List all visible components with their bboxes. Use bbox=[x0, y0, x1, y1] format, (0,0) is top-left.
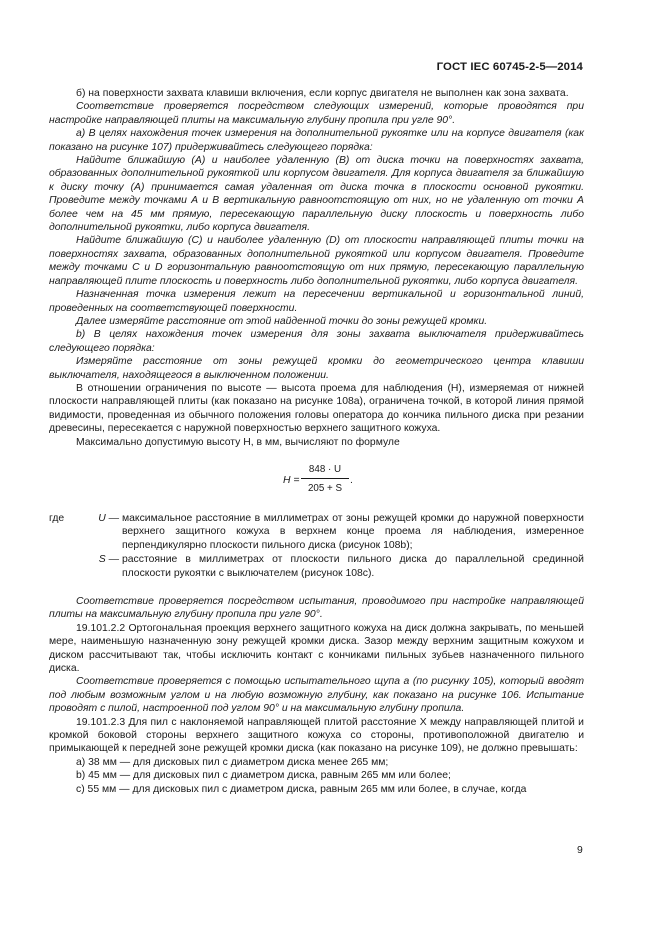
page-number: 9 bbox=[577, 845, 583, 856]
legend-row-u bbox=[49, 512, 584, 552]
legend-row-s bbox=[49, 553, 584, 580]
height-formula bbox=[49, 463, 584, 497]
legend-symbol-s: S — bbox=[98, 554, 119, 566]
formula-fraction bbox=[301, 463, 349, 496]
legend-text-u: максимальное расстояние в миллиметрах от зоны режущей кромки до наружной поверхности верхнего защитного кожуха в верхнем конце проема ля наблюдения, измеренное перпендикулярно плоскости пильного диска (рисунок 108b); bbox=[122, 512, 584, 551]
formula-numerator: 848 · U bbox=[301, 463, 349, 479]
paragraph-height-limit: В отношении ограничения по высоте — высота проема для наблюдения (Н), измеряемая от нижней плоскости направляющей плиты (как показано на рисунке 108а), ограничена точкой, в которой линия прямой видимости, проведенная из обычного положения головы оператора до кончика пильного диска при резании древесины, пересекается с наружной поверхностью верхнего защитного кожуха. bbox=[49, 382, 584, 435]
list-item-b: b) 45 мм — для дисковых пил с диаметром диска, равным 265 мм или более; bbox=[76, 770, 451, 782]
paragraph-find-points-cd: Найдите ближайшую (С) и наиболее удаленную (D) от плоскости направляющей плиты точки на поверхностях захвата, образованных дополнительной рукояткой или корпусом двигателя. Проведите между точками С и D горизонтальную равноотстоящую от них прямую, пересекающую параллельную направляющей плите плоскость и поверхность либо дополнительной рукоятки, либо корпуса двигателя. bbox=[49, 235, 584, 287]
formula-lhs: H = bbox=[283, 474, 300, 486]
paragraph-find-points-ab: Найдите ближайшую (А) и наиболее удаленную (В) от диска точки на поверхностях захвата, образованных дополнительной рукояткой или корпусом двигателя. Для корпуса двигателя за ближайшую к диску точку (А) принимается самая удаленная от диска точка в плоскости основной рукоятки. Проведите между точками А и В вертикальную равноотстоящую от них, но не удаленную от точки А более чем на 45 мм прямую, пересекающую параллельную диску плоскость и поверхность либо дополнительной рукоятки, либо корпуса двигателя. bbox=[49, 155, 584, 234]
list-item-c: с) 55 мм — для дисковых пил с диаметром диска, равным 265 мм или более, в случае, когда bbox=[76, 783, 527, 795]
paragraph-b-switch-procedure: b) В целях нахождения точек измерения для зоны захвата выключателя придерживайтесь следующего порядка: bbox=[49, 329, 584, 354]
paragraph-measurement-point: Назначенная точка измерения лежит на пересечении вертикальной и горизонтальной линий, проведенных на соответствующей поверхности. bbox=[49, 289, 584, 314]
paragraph-formula-intro: Максимально допустимую высоту Н, в мм, вычисляют по формуле bbox=[76, 436, 400, 448]
paragraph-switch-center: Измеряйте расстояние от зоны режущей кромки до геометрического центра клавиши выключателя, находящегося в выключенном положении. bbox=[49, 356, 584, 381]
legend-text-s: расстояние в миллиметрах от плоскости пильного диска до параллельной срединной плоскости рукоятки с выключателем (рисунок 108с). bbox=[122, 554, 584, 579]
list-item-a: а) 38 мм — для дисковых пил с диаметром диска менее 265 мм; bbox=[76, 756, 389, 768]
legend-symbol-u: U — bbox=[98, 512, 119, 524]
paragraph-probe-test: Соответствие проверяется с помощью испытательного щупа а (по рисунку 105), который вводят под любым возможным углом и на любую возможную глубину, как показано на рисунке 106. Испытание проводят с пилой, настроенной под углом 90° и на максимальную глубину пропила. bbox=[49, 676, 584, 715]
paragraph-b-surface: б) на поверхности захвата клавиши включения, если корпус двигателя не выполнен как зона захвата. bbox=[76, 88, 569, 99]
paragraph-19-101-2-3: 19.101.2.3 Для пил с наклоняемой направляющей плитой расстояние Х между направляющей плитой и кромкой боковой стороны верхнего защитного кожуха со стороны, противоположной двигателю и примыкающей к передней зоне режущей кромки диска (как показано на рисунке 109), не должно превышать: bbox=[49, 716, 584, 755]
formula-trail: . bbox=[350, 474, 353, 486]
paragraph-compliance-test: Соответствие проверяется посредством испытания, проводимого при настройке направляющей плиты на максимальную глубину пропила при угле 90°. bbox=[49, 596, 584, 621]
formula-denominator: 205 + S bbox=[307, 483, 343, 495]
paragraph-19-101-2-2: 19.101.2.2 Ортогональная проекция верхнего защитного кожуха на диск должна закрывать, по меньшей мере, наименьшую назначенную зону режущей кромки диска. Зазор между верхним защитным кожухом и диском рассчитывают так, чтобы исключить контакт с кончиками пильных зубьев назначенного пильного диска. bbox=[49, 622, 584, 675]
legend-label: где bbox=[49, 512, 65, 524]
paragraph-measure-distance: Далее измеряйте расстояние от этой найденной точки до зоны режущей кромки. bbox=[76, 315, 488, 327]
paragraph-compliance-measurements: Соответствие проверяется посредством следующих измерений, которые проводятся при настройке направляющей плиты на максимальную глубину пропила при угле 90°. bbox=[49, 101, 584, 126]
standard-header: ГОСТ IEC 60745-2-5—2014 bbox=[436, 61, 583, 73]
formula-legend bbox=[49, 512, 584, 580]
paragraph-a-procedure: а) В целях нахождения точек измерения на дополнительной рукоятке или на корпусе двигателя (как показано на рисунке 107) придерживайтесь следующего порядка: bbox=[49, 128, 584, 153]
body-text bbox=[49, 87, 584, 796]
